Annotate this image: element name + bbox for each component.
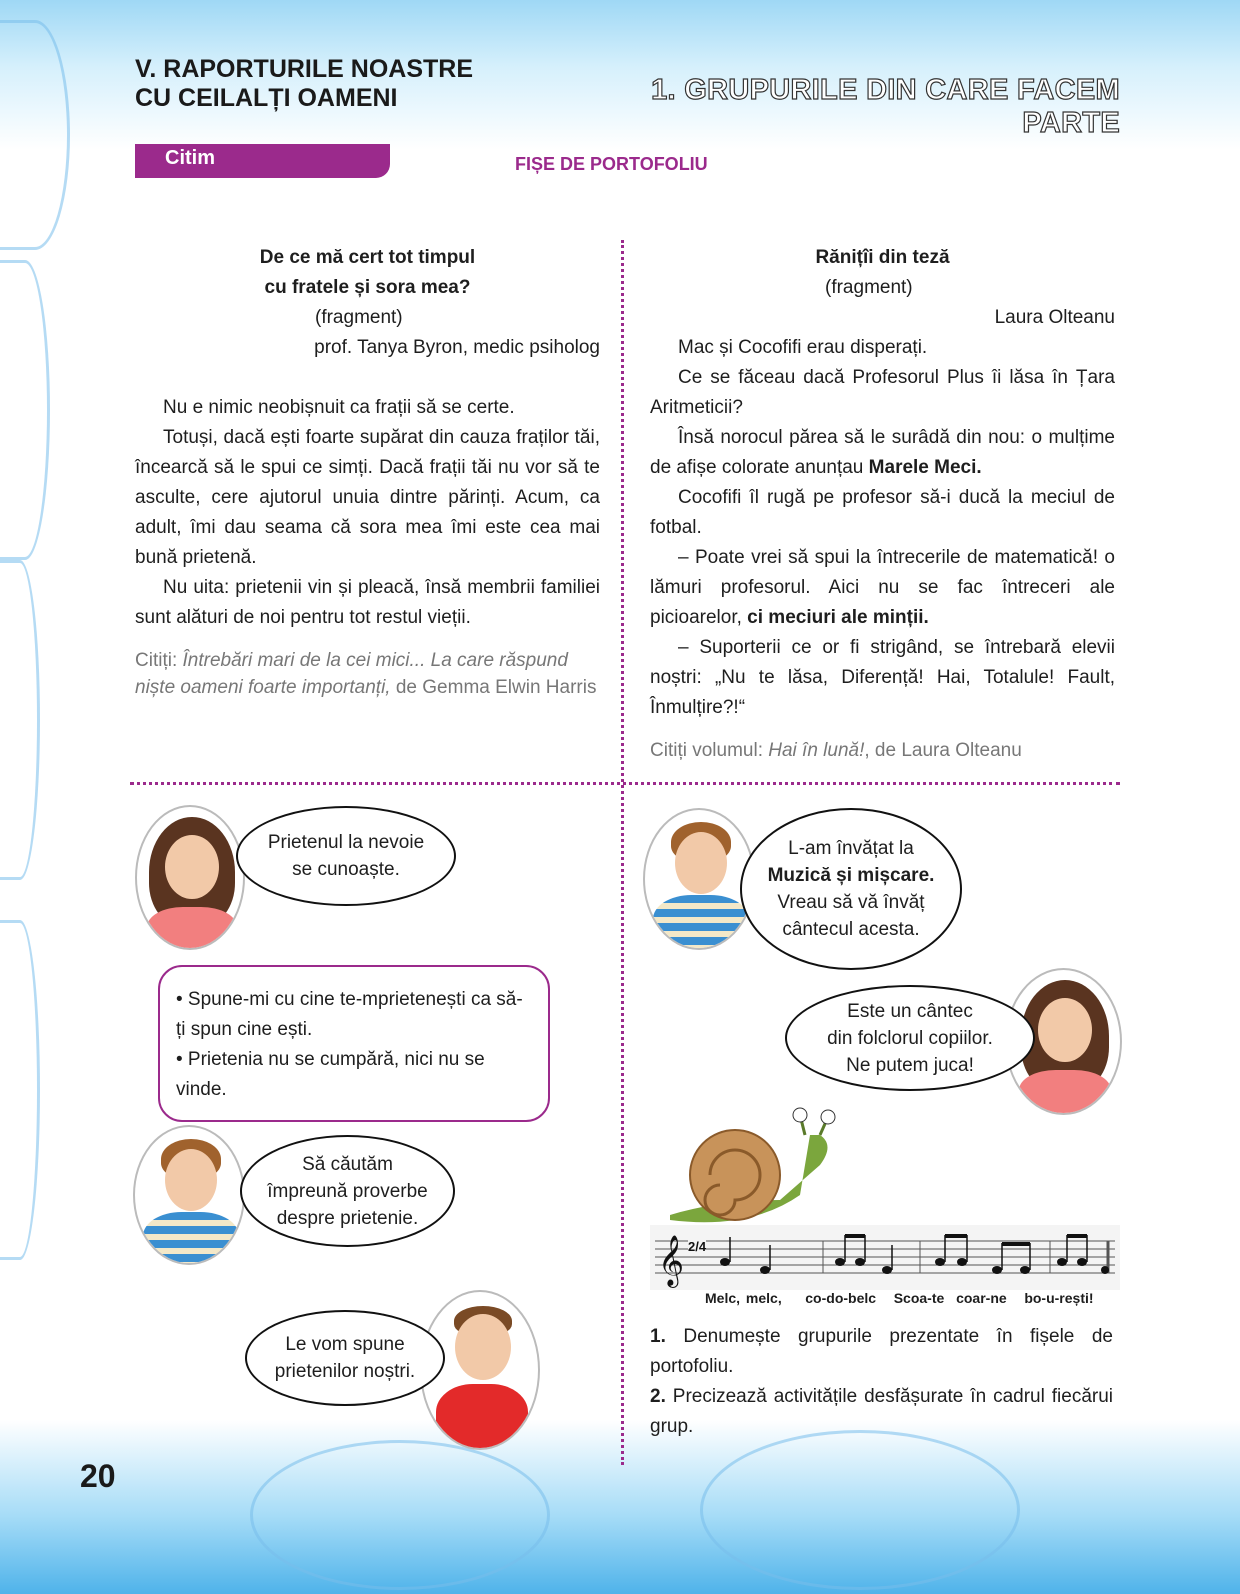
girl-photo [135, 805, 245, 950]
paragraph: – Suporterii ce or fi strigând, se întrebară elevii noștri: „Nu te lăsa, Diferență! Hai, Totalule! Fault, Înmulțire?!“ [650, 637, 1115, 718]
chapter-title: V. RAPORTURILE NOASTRE CU CEILALȚI OAMENI [135, 55, 474, 112]
speech-bubble: Este un cântec din folclorul copiilor. Ne putem juca! [785, 985, 1035, 1091]
time-signature: 2/4 [688, 1239, 707, 1254]
decor-circle [0, 920, 40, 1260]
speech-bubble: L-am învățat la Muzică și mișcare. Vreau să vă învăț cântecul acesta. [740, 808, 962, 970]
decor-circle [0, 260, 50, 560]
vertical-divider [621, 240, 624, 1465]
song-lyrics: Melc, melc, co-do-belc Scoa-te coar-ne bo-u-rești! [705, 1290, 1094, 1306]
paragraph: Nu e nimic neobișnuit ca frații să se certe. [163, 397, 515, 418]
paragraph: – Poate vrei să spui la întrecerile de matematică! o lămuri profesorul. Aici nu se fac întreceri ale picioarelor, ci meciuri ale minții. [650, 547, 1115, 628]
reading-suggestion: Citiți: Întrebări mari de la cei mici... La care răspund niște oameni foarte importanți, de Gemma Elwin Harris [135, 650, 597, 698]
page-number: 20 [80, 1458, 116, 1494]
question: 1. Denumește grupurile prezentate în fișele de portofoliu. [650, 1326, 1113, 1377]
fragment-label: (fragment) [825, 277, 913, 298]
questions [650, 1322, 1113, 1442]
fragment-label: (fragment) [315, 307, 403, 328]
right-reading [650, 243, 1115, 764]
decor-circle [250, 1440, 550, 1590]
author: Laura Olteanu [994, 307, 1115, 328]
boy-photo [643, 808, 755, 950]
reading-title: cu fratele și sora mea? [264, 277, 471, 298]
paragraph: Însă norocul părea să le surâdă din nou: o mulțime de afișe colorate anunțau Marele Meci. [650, 427, 1115, 478]
author: prof. Tanya Byron, medic psiholog [314, 337, 600, 358]
reading-title: De ce mă cert tot timpul [259, 247, 476, 268]
speech-bubble: Le vom spune prietenilor noștri. [245, 1310, 445, 1406]
speech-bubble: Prietenul la nevoie se cunoaște. [236, 806, 456, 906]
question: 2. Precizează activitățile desfășurate în cadrul fiecărui grup. [650, 1386, 1113, 1437]
decor-circle [0, 560, 40, 880]
reading-suggestion: Citiți volumul: Hai în lună!, de Laura Olteanu [650, 740, 1022, 761]
horizontal-divider [130, 782, 1120, 785]
section-title: FIȘE DE PORTOFOLIU [515, 154, 708, 174]
decor-circle [700, 1430, 1020, 1590]
paragraph: Nu uita: prietenii vin și pleacă, însă membrii familiei sunt alături de noi pentru tot restul vieții. [135, 577, 600, 628]
footer-background [0, 1420, 1240, 1594]
boy-photo [133, 1125, 245, 1265]
proverbs-box: • Spune-mi cu cine te-mprietenești ca să-ți spun cine ești. • Prietenia nu se cumpără, nici nu se vinde. [158, 965, 550, 1122]
paragraph: Cocofifi îl rugă pe profesor să-i ducă la meciul de fotbal. [650, 487, 1115, 538]
paragraph: Ce se făceau dacă Profesorul Plus îi lăsa în Țara Aritmeticii? [650, 367, 1115, 418]
speech-bubble: Să căutăm împreună proverbe despre prietenie. [240, 1135, 455, 1247]
paragraph: Totuși, dacă ești foarte supărat din cauza fraților tăi, încearcă să le spui ce simți. Dacă frații tăi nu vor să te asculte, cere ajutorul unuia dintre părinți. Acum, ca adult, îmi dau seama că sora mea îmi este cea mai bună prietenă. [135, 427, 600, 568]
treble-clef-icon: 𝄞 [658, 1236, 685, 1285]
reading-title: Rănițîi din teză [815, 247, 950, 268]
section-tab: Citim [135, 144, 390, 178]
left-reading [135, 243, 600, 701]
paragraph: Mac și Cocofifi erau disperați. [678, 337, 928, 358]
decor-circle [0, 20, 70, 250]
snail-illustration [660, 1105, 850, 1230]
music-staff [650, 1225, 1120, 1290]
lesson-title: 1. GRUPURILE DIN CARE FACEM PARTE [651, 74, 1120, 139]
